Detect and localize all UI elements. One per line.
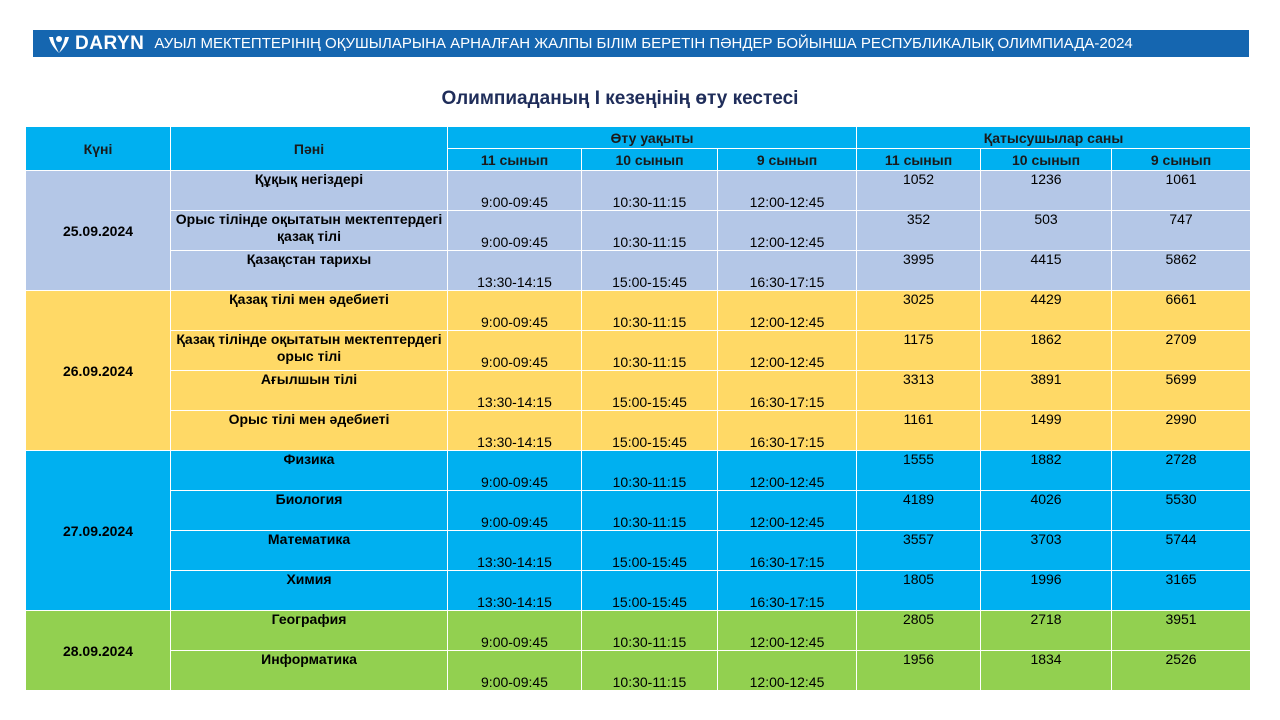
table-row	[26, 331, 1251, 371]
count-11-cell: 2805	[857, 611, 981, 651]
table-row	[26, 571, 1251, 611]
count-9-cell: 2990	[1112, 411, 1251, 451]
time-9-cell: 12:00-12:45	[718, 211, 857, 251]
count-9-cell: 6661	[1112, 291, 1251, 331]
table-row	[26, 531, 1251, 571]
count-10-cell: 3703	[981, 531, 1112, 571]
count-10-cell: 1996	[981, 571, 1112, 611]
table-row	[26, 451, 1251, 491]
time-11-cell: 13:30-14:15	[448, 371, 582, 411]
count-10-cell: 1882	[981, 451, 1112, 491]
time-11-cell: 9:00-09:45	[448, 291, 582, 331]
table-row	[26, 371, 1251, 411]
count-11-cell: 1052	[857, 171, 981, 211]
time-9-cell: 12:00-12:45	[718, 611, 857, 651]
banner-title: АУЫЛ МЕКТЕПТЕРІНІҢ ОҚУШЫЛАРЫНА АРНАЛҒАН ЖАЛПЫ БІЛІМ БЕРЕТІН ПӘНДЕР БОЙЫНША РЕСПУБЛИКАЛЫҚ ОЛИМПИАДА-2024	[154, 35, 1133, 52]
time-9-cell: 12:00-12:45	[718, 451, 857, 491]
count-9-cell: 3165	[1112, 571, 1251, 611]
count-10-cell: 3891	[981, 371, 1112, 411]
column-header-count-grade11: 11 сынып	[857, 149, 981, 171]
time-11-cell: 13:30-14:15	[448, 531, 582, 571]
table-row	[26, 251, 1251, 291]
time-11-cell: 13:30-14:15	[448, 251, 582, 291]
daryn-logo	[47, 33, 144, 55]
logo-text: DARYN	[75, 32, 145, 54]
count-11-cell: 3313	[857, 371, 981, 411]
column-header-count-grade9: 9 сынып	[1112, 149, 1251, 171]
time-10-cell: 10:30-11:15	[582, 291, 718, 331]
time-11-cell: 9:00-09:45	[448, 171, 582, 211]
column-header-count: Қатысушылар саны	[857, 127, 1251, 149]
count-10-cell: 1834	[981, 651, 1112, 691]
time-11-cell: 9:00-09:45	[448, 491, 582, 531]
column-header-time-grade11: 11 сынып	[448, 149, 582, 171]
time-9-cell: 16:30-17:15	[718, 531, 857, 571]
time-10-cell: 10:30-11:15	[582, 451, 718, 491]
subject-cell: Информатика	[171, 651, 448, 691]
subject-cell: Орыс тілінде оқытатын мектептердегі қазақ тілі	[171, 211, 448, 251]
count-9-cell: 2526	[1112, 651, 1251, 691]
count-10-cell: 4415	[981, 251, 1112, 291]
count-10-cell: 4429	[981, 291, 1112, 331]
count-9-cell: 2728	[1112, 451, 1251, 491]
time-9-cell: 12:00-12:45	[718, 331, 857, 371]
count-10-cell: 4026	[981, 491, 1112, 531]
count-11-cell: 3557	[857, 531, 981, 571]
time-10-cell: 10:30-11:15	[582, 491, 718, 531]
time-10-cell: 10:30-11:15	[582, 331, 718, 371]
count-11-cell: 1805	[857, 571, 981, 611]
subject-cell: Қазақ тілі мен әдебиеті	[171, 291, 448, 331]
subject-cell: География	[171, 611, 448, 651]
time-10-cell: 15:00-15:45	[582, 371, 718, 411]
subject-cell: Биология	[171, 491, 448, 531]
date-cell: 27.09.2024	[26, 451, 171, 611]
count-9-cell: 3951	[1112, 611, 1251, 651]
table-row	[26, 211, 1251, 251]
time-10-cell: 15:00-15:45	[582, 411, 718, 451]
count-9-cell: 5862	[1112, 251, 1251, 291]
time-11-cell: 9:00-09:45	[448, 451, 582, 491]
table-row	[26, 611, 1251, 651]
count-11-cell: 4189	[857, 491, 981, 531]
count-9-cell: 5530	[1112, 491, 1251, 531]
count-11-cell: 352	[857, 211, 981, 251]
time-10-cell: 10:30-11:15	[582, 651, 718, 691]
count-9-cell: 1061	[1112, 171, 1251, 211]
time-9-cell: 16:30-17:15	[718, 251, 857, 291]
count-11-cell: 1175	[857, 331, 981, 371]
count-10-cell: 1236	[981, 171, 1112, 211]
time-10-cell: 10:30-11:15	[582, 611, 718, 651]
time-9-cell: 16:30-17:15	[718, 571, 857, 611]
time-11-cell: 9:00-09:45	[448, 651, 582, 691]
subject-cell: Химия	[171, 571, 448, 611]
count-9-cell: 5699	[1112, 371, 1251, 411]
column-header-count-grade10: 10 сынып	[981, 149, 1112, 171]
column-header-subject: Пәні	[171, 127, 448, 171]
subject-cell: Құқық негіздері	[171, 171, 448, 211]
time-11-cell: 13:30-14:15	[448, 411, 582, 451]
count-10-cell: 503	[981, 211, 1112, 251]
count-11-cell: 3025	[857, 291, 981, 331]
time-9-cell: 12:00-12:45	[718, 651, 857, 691]
header-banner	[33, 30, 1249, 57]
time-10-cell: 15:00-15:45	[582, 531, 718, 571]
count-9-cell: 747	[1112, 211, 1251, 251]
time-10-cell: 10:30-11:15	[582, 171, 718, 211]
table-row	[26, 291, 1251, 331]
date-cell: 26.09.2024	[26, 291, 171, 451]
date-cell: 28.09.2024	[26, 611, 171, 691]
count-9-cell: 5744	[1112, 531, 1251, 571]
subject-cell: Ағылшын тілі	[171, 371, 448, 411]
date-cell: 25.09.2024	[26, 171, 171, 291]
hands-logo-icon	[47, 33, 71, 55]
time-9-cell: 12:00-12:45	[718, 291, 857, 331]
column-header-time-grade9: 9 сынып	[718, 149, 857, 171]
time-9-cell: 12:00-12:45	[718, 491, 857, 531]
page-title: Олимпиаданың І кезеңінің өту кестесі	[441, 88, 799, 109]
time-9-cell: 16:30-17:15	[718, 371, 857, 411]
table-row	[26, 491, 1251, 531]
subject-cell: Қазақ тілінде оқытатын мектептердегі орыс тілі	[171, 331, 448, 371]
column-header-date: Күні	[26, 127, 171, 171]
time-10-cell: 15:00-15:45	[582, 251, 718, 291]
count-11-cell: 1161	[857, 411, 981, 451]
count-11-cell: 3995	[857, 251, 981, 291]
time-11-cell: 9:00-09:45	[448, 611, 582, 651]
subject-cell: Физика	[171, 451, 448, 491]
count-10-cell: 1499	[981, 411, 1112, 451]
time-11-cell: 9:00-09:45	[448, 211, 582, 251]
count-10-cell: 2718	[981, 611, 1112, 651]
table-row	[26, 171, 1251, 211]
time-10-cell: 10:30-11:15	[582, 211, 718, 251]
time-9-cell: 12:00-12:45	[718, 171, 857, 211]
subject-cell: Математика	[171, 531, 448, 571]
time-10-cell: 15:00-15:45	[582, 571, 718, 611]
count-11-cell: 1555	[857, 451, 981, 491]
time-11-cell: 9:00-09:45	[448, 331, 582, 371]
table-row	[26, 411, 1251, 451]
count-9-cell: 2709	[1112, 331, 1251, 371]
column-header-time: Өту уақыты	[448, 127, 857, 149]
column-header-time-grade10: 10 сынып	[582, 149, 718, 171]
schedule-table	[25, 126, 1251, 691]
table-row	[26, 651, 1251, 691]
time-11-cell: 13:30-14:15	[448, 571, 582, 611]
subject-cell: Орыс тілі мен әдебиеті	[171, 411, 448, 451]
count-10-cell: 1862	[981, 331, 1112, 371]
schedule-body	[26, 171, 1251, 691]
count-11-cell: 1956	[857, 651, 981, 691]
time-9-cell: 16:30-17:15	[718, 411, 857, 451]
subject-cell: Қазақстан тарихы	[171, 251, 448, 291]
